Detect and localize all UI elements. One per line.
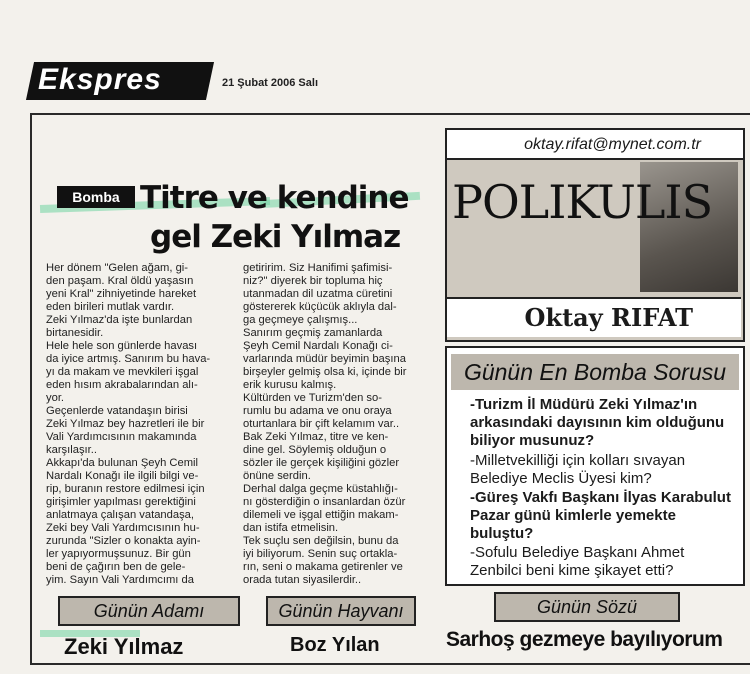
article-line: Derhal dalga geçme küstahlığı- <box>243 483 398 495</box>
article-line: birşeyler gelmiş olsa ki, içinde bir <box>243 366 407 378</box>
author-email: oktay.rifat@mynet.com.tr <box>445 128 745 162</box>
article-line: Vali Yardımcısının makamında <box>46 431 197 443</box>
article-line: Bak Zeki Yılmaz, titre ve ken- <box>243 431 389 443</box>
article-line: Zeki Yılmaz'da işte bunlardan <box>46 314 193 326</box>
gunun-adami-label: Günün Adamı <box>58 596 240 626</box>
article-line: yeni Kral" zihniyetinde hareket <box>46 288 197 300</box>
question-3: -Güreş Vakfı Başkanı İlyas Karabulut Pazar günü kimlerle yemekte buluştu? <box>470 489 731 542</box>
article-line: yim. Sayın Vali Yardımcımı da <box>46 574 194 586</box>
article-line: girişimler yapılması gerektiğini <box>46 496 196 508</box>
article-line: anlatmaya çalışan vatandaşa, <box>46 509 195 521</box>
article-line: eden hısım akrabalarından alı- <box>46 379 198 391</box>
article-line: ga geçmeye çalışmış... <box>243 314 358 326</box>
article-line: oturtanlara bir çift kelamım var.. <box>243 418 400 430</box>
issue-date: 21 Şubat 2006 Salı <box>222 77 318 89</box>
article-column-1 <box>46 262 242 587</box>
gunun-hayvani-label: Günün Hayvanı <box>266 596 416 626</box>
question-1: -Turizm İl Müdürü Zeki Yılmaz'ın arkasındaki dayısının kim olduğunu biliyor musunuz? <box>470 396 725 449</box>
article-line: niz?" diyerek bir topluma hiç <box>243 275 383 287</box>
gunun-hayvani-name: Boz Yılan <box>290 634 380 656</box>
article-line: Zeki bey Vali Yardımcısının hu- <box>46 522 200 534</box>
article-column-2 <box>243 262 439 587</box>
article-line: yı da makam ve mevkileri işgal <box>46 366 199 378</box>
article-line: Her dönem "Gelen ağam, gi- <box>46 262 189 274</box>
article-line: da iyice artmış. Sanırım bu hava- <box>46 353 211 365</box>
article-line: utanmadan dil uzatma cüretini <box>243 288 393 300</box>
article-line: Kültürden ve Turizm'den so- <box>243 392 382 404</box>
article-line: dilemeli ve işgal ettiğin makam- <box>243 509 399 521</box>
article-line: nı gösterdiğin o insanlardan özür <box>243 496 406 508</box>
article-line: zurunda "Sizler o konakta ayin- <box>46 535 201 547</box>
gunun-sozu-label: Günün Sözü <box>494 592 680 622</box>
headline-line-2: gel Zeki Yılmaz <box>150 219 401 255</box>
article-line: Akkapı'da bulunan Şeyh Cemil <box>46 457 199 469</box>
article-line: önüne serdin. <box>243 470 311 482</box>
article-line: eden birileri mutlak vardır. <box>46 301 175 313</box>
brand-logo: Ekspres <box>38 63 162 96</box>
article-line: dan istifa etmelisin. <box>243 522 339 534</box>
article-line: Nardalı Konağı ile ilgili bilgi ve- <box>46 470 199 482</box>
article-line: Sanırım geçmiş zamanlarda <box>243 327 383 339</box>
article-line: dine gel. Söylemiş olduğun o <box>243 444 387 456</box>
article-line: Zeki Yılmaz bey hazretleri ile bir <box>46 418 205 430</box>
article-line: Şeyh Cemil Nardalı Konağı ci- <box>243 340 393 352</box>
question-4: -Sofulu Belediye Başkanı Ahmet Zenbilci beni kime şikayet etti? <box>470 544 685 579</box>
article-line: yor. <box>46 392 65 404</box>
article-line: getiririm. Siz Hanifimi şafimisi- <box>243 262 393 274</box>
gunun-adami-name: Zeki Yılmaz <box>64 634 184 659</box>
article-line: erik kurusu kalmış. <box>243 379 337 391</box>
bomba-tag: Bomba <box>57 186 135 208</box>
article-line: sözler ile gerçek kişiliğini gözler <box>243 457 400 469</box>
article-line: Geçenlerde vatandaşın birisi <box>46 405 188 417</box>
author-name-bar: Oktay RIFAT <box>447 297 741 337</box>
article-line: rın, seni o makama getirenler ve <box>243 561 403 573</box>
gunun-sozu-text: Sarhoş gezmeye bayılıyorum <box>446 628 723 651</box>
article-line: rumlu bu adama ve onu oraya <box>243 405 392 417</box>
article-line: karşılaşır.. <box>46 444 97 456</box>
article-line: birtanesidir. <box>46 327 104 339</box>
article-line: göstererek küçücük aklıyla dal- <box>243 301 397 313</box>
article-line: rip, buranın restore edilmesi için <box>46 483 205 495</box>
article-line: iyi biliyorum. Senin suç ortakla- <box>243 548 398 560</box>
article-line: Hele hele son günlerde havası <box>46 340 198 352</box>
article-line: den paşam. Kral öldü yaşasın <box>46 275 194 287</box>
question-2: -Milletvekilliği için kolları sıvayan Belediye Meclis Üyesi kim? <box>470 452 686 487</box>
column-title: POLIKULIS <box>452 175 713 229</box>
article-line: orada tutan siyasilerdir.. <box>243 574 362 586</box>
article-line: Tek suçlu sen değilsin, bunu da <box>243 535 399 547</box>
article-line: ler yapıyormuşsunuz. Bir gün <box>46 548 191 560</box>
question-box-heading: Günün En Bomba Sorusu <box>451 354 739 390</box>
headline-line-1: Titre ve kendine <box>140 180 409 216</box>
article-line: varlarında müdür beyimin başına <box>243 353 406 365</box>
article-line: beni de çağırın ben de gele- <box>46 561 186 573</box>
